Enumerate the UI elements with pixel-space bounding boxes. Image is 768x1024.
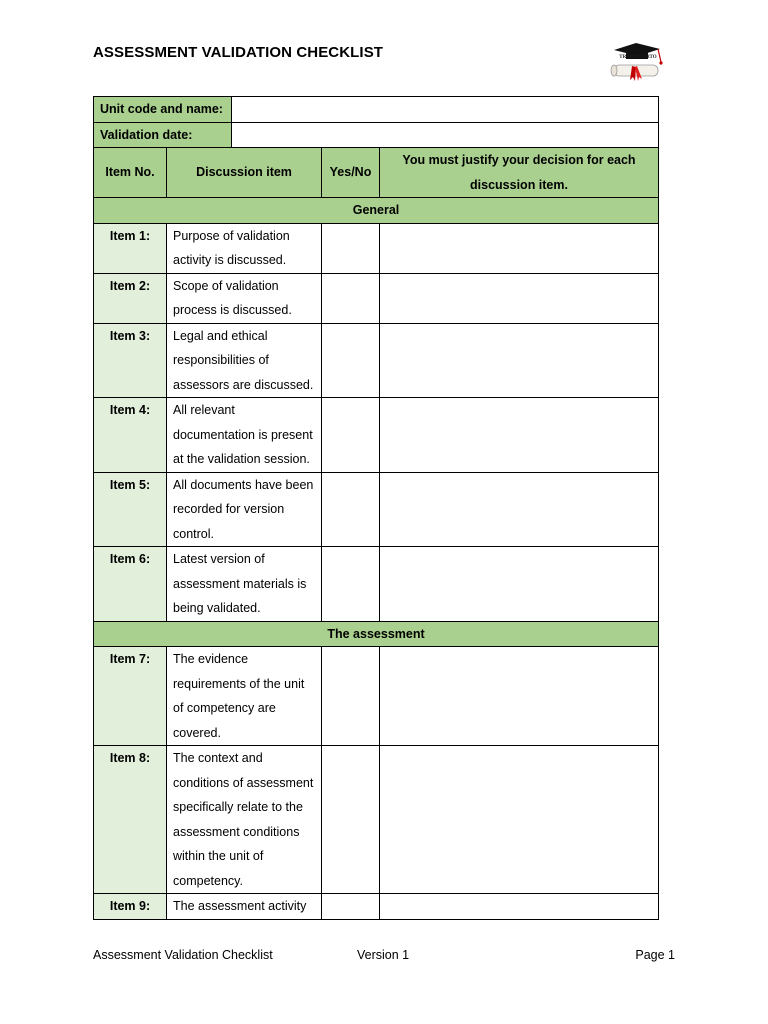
table-row bbox=[94, 746, 659, 894]
justification-cell[interactable] bbox=[380, 273, 659, 323]
discussion-item: Scope of validation process is discussed. bbox=[167, 273, 322, 323]
section-row bbox=[94, 621, 659, 647]
item-number: Item 1: bbox=[94, 223, 167, 273]
date-input[interactable] bbox=[232, 122, 659, 148]
yes-no-cell[interactable] bbox=[322, 647, 380, 746]
page-title: ASSESSMENT VALIDATION CHECKLIST bbox=[93, 44, 384, 61]
justification-cell[interactable] bbox=[380, 472, 659, 547]
yes-no-cell[interactable] bbox=[322, 547, 380, 622]
table-row bbox=[94, 894, 659, 920]
column-header-row bbox=[94, 148, 659, 198]
table-row bbox=[94, 472, 659, 547]
graduation-cap-logo-icon bbox=[604, 40, 668, 84]
logo-caption: TRAINING RTO bbox=[619, 55, 657, 60]
discussion-item: Latest version of assessment materials is being validated. bbox=[167, 547, 322, 622]
yes-no-cell[interactable] bbox=[322, 223, 380, 273]
footer-version: Version 1 bbox=[357, 948, 410, 962]
item-number: Item 9: bbox=[94, 894, 167, 920]
date-row bbox=[94, 122, 659, 148]
table-row bbox=[94, 223, 659, 273]
table-row bbox=[94, 547, 659, 622]
yes-no-cell[interactable] bbox=[322, 472, 380, 547]
discussion-item: The assessment activity bbox=[167, 894, 322, 920]
item-number: Item 6: bbox=[94, 547, 167, 622]
item-number: Item 4: bbox=[94, 398, 167, 473]
justification-cell[interactable] bbox=[380, 398, 659, 473]
unit-input[interactable] bbox=[232, 97, 659, 123]
discussion-item: The evidence requirements of the unit of competency are covered. bbox=[167, 647, 322, 746]
item-number: Item 5: bbox=[94, 472, 167, 547]
section-general-title: General bbox=[94, 198, 659, 224]
col-header-yes-no: Yes/No bbox=[322, 148, 380, 198]
justification-cell[interactable] bbox=[380, 746, 659, 894]
item-number: Item 7: bbox=[94, 647, 167, 746]
yes-no-cell[interactable] bbox=[322, 273, 380, 323]
table-row bbox=[94, 398, 659, 473]
table-row bbox=[94, 273, 659, 323]
section-row bbox=[94, 198, 659, 224]
col-header-item-no: Item No. bbox=[94, 148, 167, 198]
item-number: Item 2: bbox=[94, 273, 167, 323]
col-header-discussion: Discussion item bbox=[167, 148, 322, 198]
col-header-justify: You must justify your decision for each discussion item. bbox=[380, 148, 659, 198]
yes-no-cell[interactable] bbox=[322, 894, 380, 920]
justification-cell[interactable] bbox=[380, 323, 659, 398]
validation-checklist-table bbox=[93, 96, 659, 920]
unit-label: Unit code and name: bbox=[94, 97, 232, 123]
item-number: Item 8: bbox=[94, 746, 167, 894]
discussion-item: All relevant documentation is present at the validation session. bbox=[167, 398, 322, 473]
justification-cell[interactable] bbox=[380, 894, 659, 920]
yes-no-cell[interactable] bbox=[322, 746, 380, 894]
discussion-item: Purpose of validation activity is discussed. bbox=[167, 223, 322, 273]
unit-row bbox=[94, 97, 659, 123]
table-row bbox=[94, 647, 659, 746]
table-row bbox=[94, 323, 659, 398]
yes-no-cell[interactable] bbox=[322, 323, 380, 398]
yes-no-cell[interactable] bbox=[322, 398, 380, 473]
footer-page-number: Page 1 bbox=[635, 948, 675, 962]
section-assessment-title: The assessment bbox=[94, 621, 659, 647]
discussion-item: Legal and ethical responsibilities of assessors are discussed. bbox=[167, 323, 322, 398]
justification-cell[interactable] bbox=[380, 647, 659, 746]
discussion-item: The context and conditions of assessment specifically relate to the assessment conditions within the unit of competency. bbox=[167, 746, 322, 894]
justification-cell[interactable] bbox=[380, 547, 659, 622]
date-label: Validation date: bbox=[94, 122, 232, 148]
discussion-item: All documents have been recorded for version control. bbox=[167, 472, 322, 547]
justification-cell[interactable] bbox=[380, 223, 659, 273]
item-number: Item 3: bbox=[94, 323, 167, 398]
footer-doc-name: Assessment Validation Checklist bbox=[93, 948, 273, 962]
